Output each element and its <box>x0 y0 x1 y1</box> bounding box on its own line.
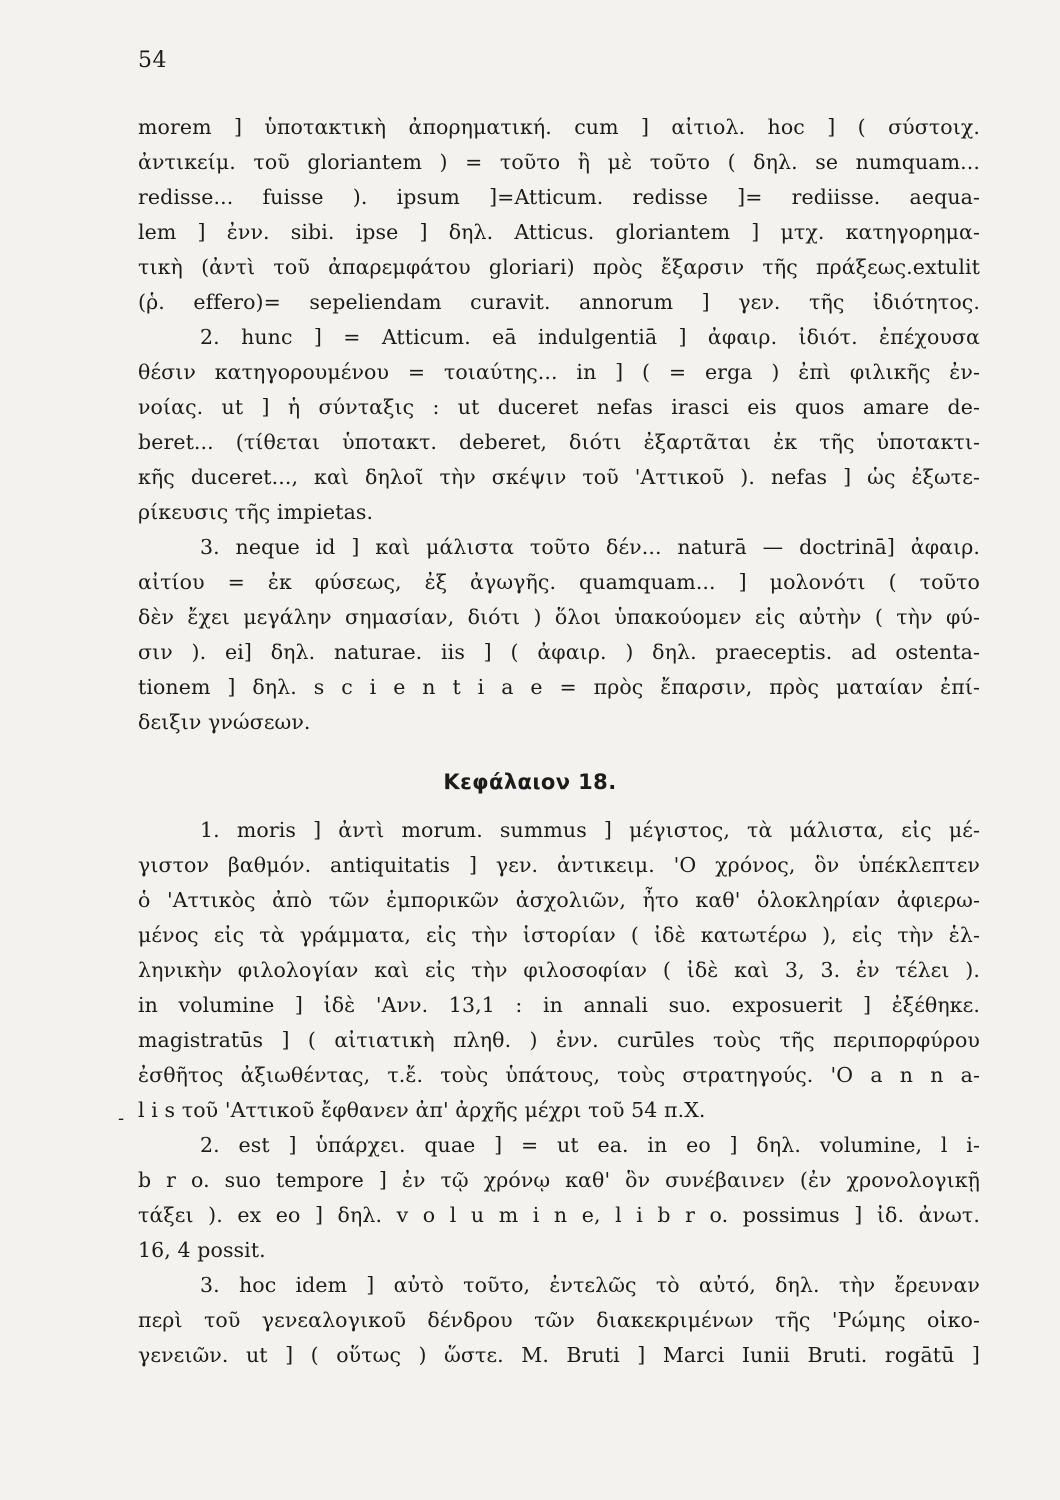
text-line: 16, 4 possit. <box>138 1238 266 1262</box>
text-line: τάξει ). ex eo ] δηλ. v o l u m i n e, l i b r o. possimus ] ἰδ. ἀνωτ. <box>138 1203 980 1227</box>
text-line: ρίκευσις τῆς impietas. <box>138 500 374 524</box>
text-line: ἐσθῆτος ἀξιωθέντας, τ.ἔ. τοὺς ὑπάτους, τοὺς στρατηγούς. 'Ο a n n a- <box>138 1063 980 1087</box>
margin-mark: - <box>118 1108 125 1129</box>
text-line: γιστον βαθμόν. antiquitatis ] γεν. ἀντικειμ. 'Ο χρόνος, ὃν ὑπέκλεπτεν <box>138 853 980 877</box>
text-line: δειξιν γνώσεων. <box>138 710 311 734</box>
text-line: σιν ). ei] δηλ. naturae. iis ] ( ἀφαιρ. ) δηλ. praeceptis. ad ostenta- <box>138 640 980 664</box>
text-line: lem ] ἐνν. sibi. ipse ] δηλ. Atticus. gloriantem ] μτχ. κατηγορημα- <box>138 220 980 244</box>
text-line: δὲν ἔχει μεγάλην σημασίαν, διότι ) ὅλοι ὑπακούομεν εἰς αὐτὴν ( τὴν φύ- <box>138 605 980 629</box>
text-line: b r o. suo tempore ] ἐν τῷ χρόνῳ καθ' ὃν συνέβαινεν (ἐν χρονολογικῇ <box>138 1168 980 1192</box>
text-line: τικὴ (ἀντὶ τοῦ ἀπαρεμφάτου gloriari) πρὸς ἔξαρσιν τῆς πράξεως.extulit <box>138 255 980 279</box>
text-line: tionem ] δηλ. s c i e n t i a e = πρὸς ἔπαρσιν, πρὸς ματαίαν ἐπί- <box>138 675 980 699</box>
chapter-heading: Κεφάλαιον 18. <box>443 770 617 794</box>
text-line: in volumine ] ἰδὲ 'Ανν. 13,1 : in annali suo. exposuerit ] ἐξέθηκε. <box>138 993 980 1017</box>
text-line: 2. hunc ] = Atticum. eā indulgentiā ] ἀφαιρ. ἰδιότ. ἐπέχουσα <box>200 325 980 349</box>
text-line: 1. moris ] ἀντὶ morum. summus ] μέγιστος, τὰ μάλιστα, εἰς μέ- <box>200 818 980 842</box>
page-number: 54 <box>138 48 167 73</box>
text-line: θέσιν κατηγορουμένου = τοιαύτης... in ] ( = erga ) ἐπὶ φιλικῆς ἐν- <box>138 360 980 384</box>
text-line: beret... (τίθεται ὑποτακτ. deberet, διότι ἐξαρτᾶται ἐκ τῆς ὑποτακτι- <box>138 430 980 454</box>
text-line: 3. hoc idem ] αὐτὸ τοῦτο, ἐντελῶς τὸ αὐτό, δηλ. τὴν ἔρευναν <box>200 1273 980 1297</box>
text-line: 3. neque id ] καὶ μάλιστα τοῦτο δέν... naturā — doctrinā] ἀφαιρ. <box>200 535 980 559</box>
text-line: νοίας. ut ] ἡ σύνταξις : ut duceret nefas irasci eis quos amare de- <box>138 395 980 419</box>
text-line: redisse... fuisse ). ipsum ]=Atticum. redisse ]= rediisse. aequa- <box>138 185 980 209</box>
text-line: (ῥ. effero)= sepeliendam curavit. annorum ] γεν. τῆς ἰδιότητος. <box>138 290 980 314</box>
text-line: ληνικὴν φιλολογίαν καὶ εἰς τὴν φιλοσοφίαν ( ἰδὲ καὶ 3, 3. ἐν τέλει ). <box>138 958 980 982</box>
text-line: ἀντικείμ. τοῦ gloriantem ) = τοῦτο ἢ μὲ τοῦτο ( δηλ. se numquam... <box>138 150 980 174</box>
text-line: γενειῶν. ut ] ( οὕτως ) ὥστε. M. Bruti ] Marci Iunii Bruti. rogātū ] <box>138 1343 980 1367</box>
text-line: morem ] ὑποτακτικὴ ἀπορηματική. cum ] αἰτιολ. hoc ] ( σύστοιχ. <box>138 115 980 139</box>
text-line: μένος εἰς τὰ γράμματα, εἰς τὴν ἱστορίαν ( ἰδὲ κατωτέρω ), εἰς τὴν ἑλ- <box>138 923 980 947</box>
text-line: ὁ 'Αττικὸς ἀπὸ τῶν ἐμπορικῶν ἀσχολιῶν, ἦτο καθ' ὁλοκληρίαν ἀφιερω- <box>138 888 980 912</box>
text-line: magistratūs ] ( αἰτιατικὴ πληθ. ) ἐνν. curūles τοὺς τῆς περιπορφύρου <box>138 1028 980 1052</box>
text-line: 2. est ] ὑπάρχει. quae ] = ut ea. in eo ] δηλ. volumine, l i- <box>200 1133 980 1157</box>
text-line: περὶ τοῦ γενεαλογικοῦ δένδρου τῶν διακεκριμένων τῆς 'Ρώμης οἰκο- <box>138 1308 980 1332</box>
text-line: κῆς duceret..., καὶ δηλοῖ τὴν σκέψιν τοῦ 'Αττικοῦ ). nefas ] ὡς ἐξωτε- <box>138 465 980 489</box>
text-line: l i s τοῦ 'Αττικοῦ ἔφθανεν ἀπ' ἀρχῆς μέχρι τοῦ 54 π.Χ. <box>138 1098 706 1122</box>
text-line: αἰτίου = ἐκ φύσεως, ἐξ ἀγωγῆς. quamquam... ] μολονότι ( τοῦτο <box>138 570 980 594</box>
